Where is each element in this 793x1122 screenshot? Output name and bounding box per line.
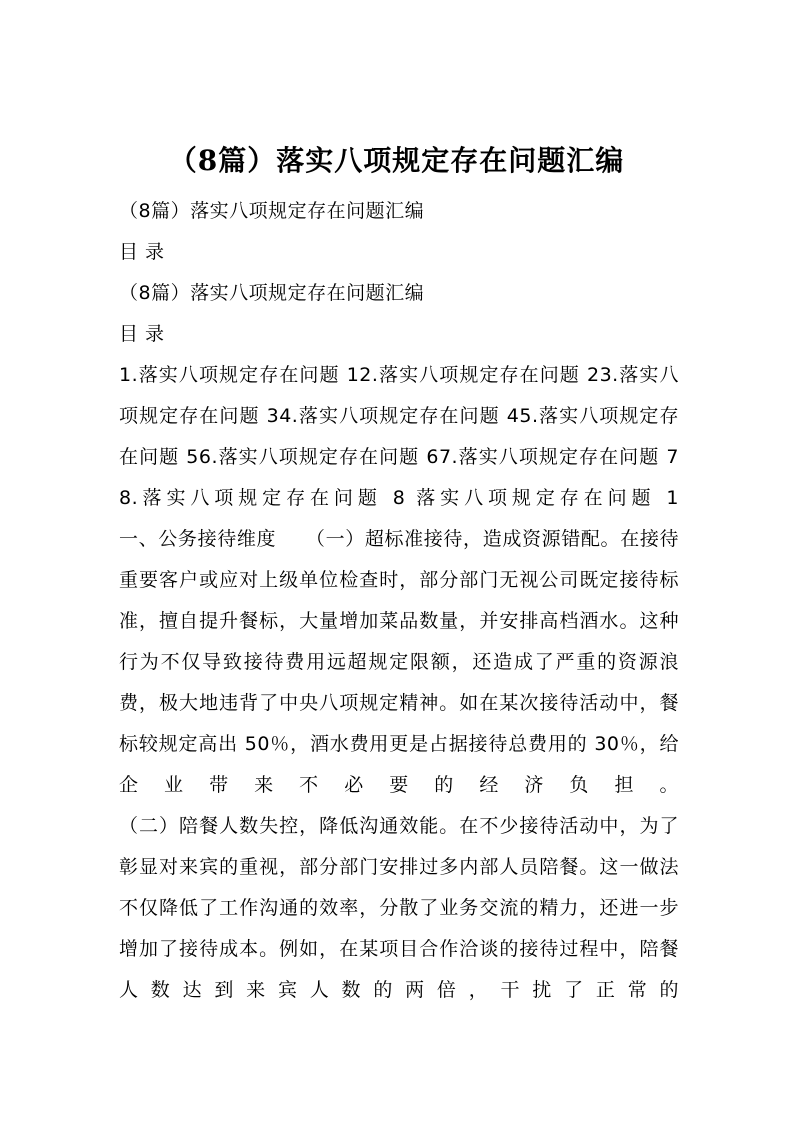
document-body bbox=[119, 191, 679, 1011]
section-one-paragraph: 一、公务接待维度 （一）超标准接待，造成资源错配。在接待重要客户或应对上级单位检查时，部分部门无视公司既定接待标准，擅自提升餐标，大量增加菜品数量，并安排高档酒水。这种行为不仅导致接待费用远超规定限额，还造成了严重的资源浪费，极大地违背了中央八项规定精神。如在某次接待活动中，餐标较规定高出 50％，酒水费用更是占据接待总费用的 30％，给企业带来不必要的经济负担。 bbox=[119, 528, 679, 796]
toc-heading: 目 录 bbox=[119, 241, 165, 263]
subtitle-line-repeat: （8篇）落实八项规定存在问题汇编 bbox=[119, 282, 425, 304]
toc-list-paragraph: 1.落实八项规定存在问题 12.落实八项规定存在问题 23.落实八项规定存在问题 34.落实八项规定存在问题 45.落实八项规定存在问题 56.落实八项规定存在问题 67.落实八项规定存在问题 78.落实八项规定存在问题 8 落实八项规定存在问题 1 bbox=[119, 364, 679, 509]
toc-heading-repeat: 目 录 bbox=[119, 323, 165, 345]
document-title: （8篇）落实八项规定存在问题汇编 bbox=[168, 143, 625, 177]
section-two-paragraph: （二）陪餐人数失控，降低沟通效能。在不少接待活动中，为了彰显对来宾的重视，部分部门安排过多内部人员陪餐。这一做法不仅降低了工作沟通的效率，分散了业务交流的精力，还进一步增加了接待成本。例如，在某项目合作洽谈的接待过程中，陪餐人数达到来宾人数的两倍，干扰了正常的 bbox=[119, 815, 679, 1001]
subtitle-line: （8篇）落实八项规定存在问题汇编 bbox=[119, 200, 425, 222]
